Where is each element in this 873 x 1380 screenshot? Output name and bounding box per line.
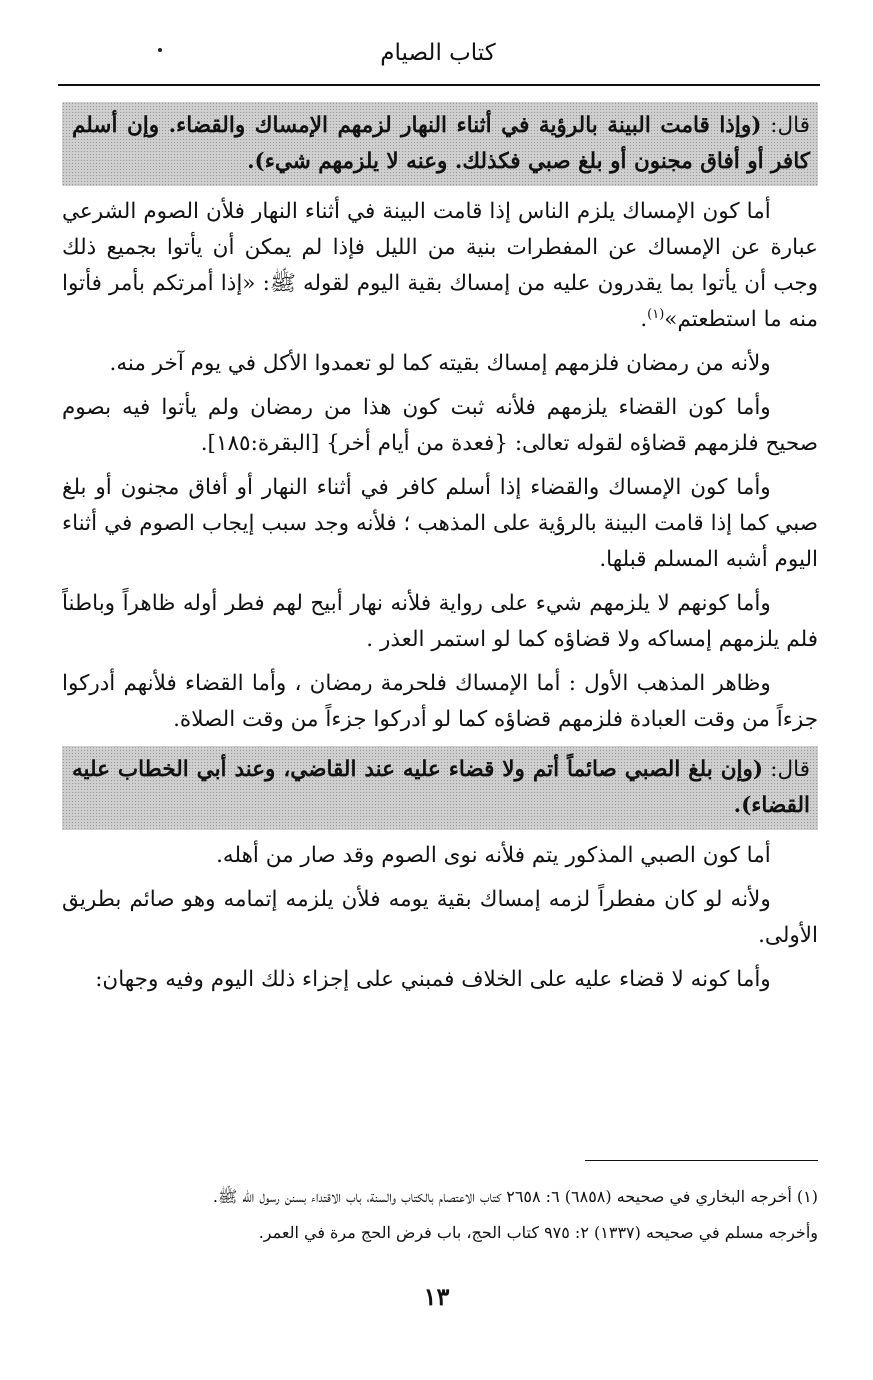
header-rule bbox=[58, 84, 820, 86]
matn-text: (وإن بلغ الصبي صائماً أتم ولا قضاء عليه عند القاضي، وعند أبي الخطاب عليه القضاء). bbox=[72, 757, 810, 818]
commentary-paragraph: ولأنه لو كان مفطراً لزمه إمساك بقية يومه فلأن يلزمه إتمامه وهو صائم بطريق الأولى. bbox=[62, 887, 818, 948]
matn-block bbox=[62, 102, 818, 186]
matn-prefix: قال: bbox=[763, 757, 810, 782]
commentary-paragraph: وأما كون القضاء يلزمهم فلأنه ثبت كون هذا من رمضان ولم يأتوا فيه بصوم صحيح فلزمهم قضاؤه لقوله تعالى: {فعدة من أيام أخر} [البقرة:١٨٥]. bbox=[62, 395, 818, 456]
footnotes bbox=[62, 1182, 818, 1254]
footnote-separator bbox=[585, 1160, 818, 1161]
page-number: ١٣ bbox=[423, 1282, 450, 1311]
commentary-paragraph: وظاهر المذهب الأول : أما الإمساك فلحرمة رمضان ، وأما القضاء فلأنهم أدركوا جزءاً من وقت العبادة فلزمهم قضاؤه كما لو أدركوا جزءاً من وقت الصلاة. bbox=[62, 671, 818, 732]
commentary-paragraph: وأما كون الإمساك والقضاء إذا أسلم كافر في أثناء النهار أو أفاق مجنون أو بلغ صبي كما إذا قامت البينة بالرؤية على المذهب ؛ فلأنه وجد سبب إيجاب الصوم في أثناء اليوم أشبه المسلم قبلها. bbox=[62, 475, 818, 572]
footnote-entry: وأخرجه مسلم في صحيحه (١٣٣٧) ٢: ٩٧٥ كتاب الحج، باب فرض الحج مرة في العمر. bbox=[258, 1223, 818, 1242]
commentary-paragraph: ولأنه من رمضان فلزمهم إمساك بقيته كما لو تعمدوا الأكل في يوم آخر منه. bbox=[109, 351, 771, 376]
header-dot bbox=[158, 48, 162, 52]
running-header: كتاب الصيام bbox=[380, 40, 496, 66]
matn-text: (وإذا قامت البينة بالرؤية في أثناء النهار لزمهم الإمساك والقضاء. وإن أسلم كافر أو أفاق مجنون أو بلغ صبي فكذلك. وعنه لا يلزمهم شيء). bbox=[72, 113, 810, 174]
matn-block bbox=[62, 746, 818, 830]
footnote-reference[interactable]: (١) bbox=[647, 306, 665, 322]
main-text bbox=[62, 102, 818, 1006]
paragraph-tail: . bbox=[640, 307, 648, 332]
commentary-paragraph bbox=[62, 194, 818, 338]
commentary-paragraph: أما كون الصبي المذكور يتم فلأنه نوى الصوم وقد صار من أهله. bbox=[216, 843, 771, 868]
commentary-paragraph: وأما كونهم لا يلزمهم شيء على رواية فلأنه نهار أبيح لهم فطر أوله ظاهراً وباطناً فلم يلزمهم إمساكه ولا قضاؤه كما لو استمر العذر . bbox=[62, 591, 818, 652]
matn-prefix: قال: bbox=[761, 113, 810, 138]
commentary-paragraph: وأما كونه لا قضاء عليه على الخلاف فمبني على إجزاء ذلك اليوم وفيه وجهان: bbox=[95, 967, 771, 992]
paragraph-text: أما كون الإمساك يلزم الناس إذا قامت البينة في أثناء النهار فلأن الصوم الشرعي عبارة عن الإمساك عن المفطرات بنية من الليل فإذا لم يمكن أن يأتوا بجميع ذلك وجب أن يأتوا بما يقدرون عليه من إمساك بقية اليوم لقوله ﷺ: «إذا أمرتكم بأمر فأتوا منه ما استطعتم» bbox=[62, 199, 818, 332]
footnote-entry: (١) أخرجه البخاري في صحيحه (٦٨٥٨) ٦: ٢٦٥٨ كتاب الاعتصام بالكتاب والسنة، باب الاقتداء بسنن رسول الله ﷺ. bbox=[212, 1187, 818, 1206]
